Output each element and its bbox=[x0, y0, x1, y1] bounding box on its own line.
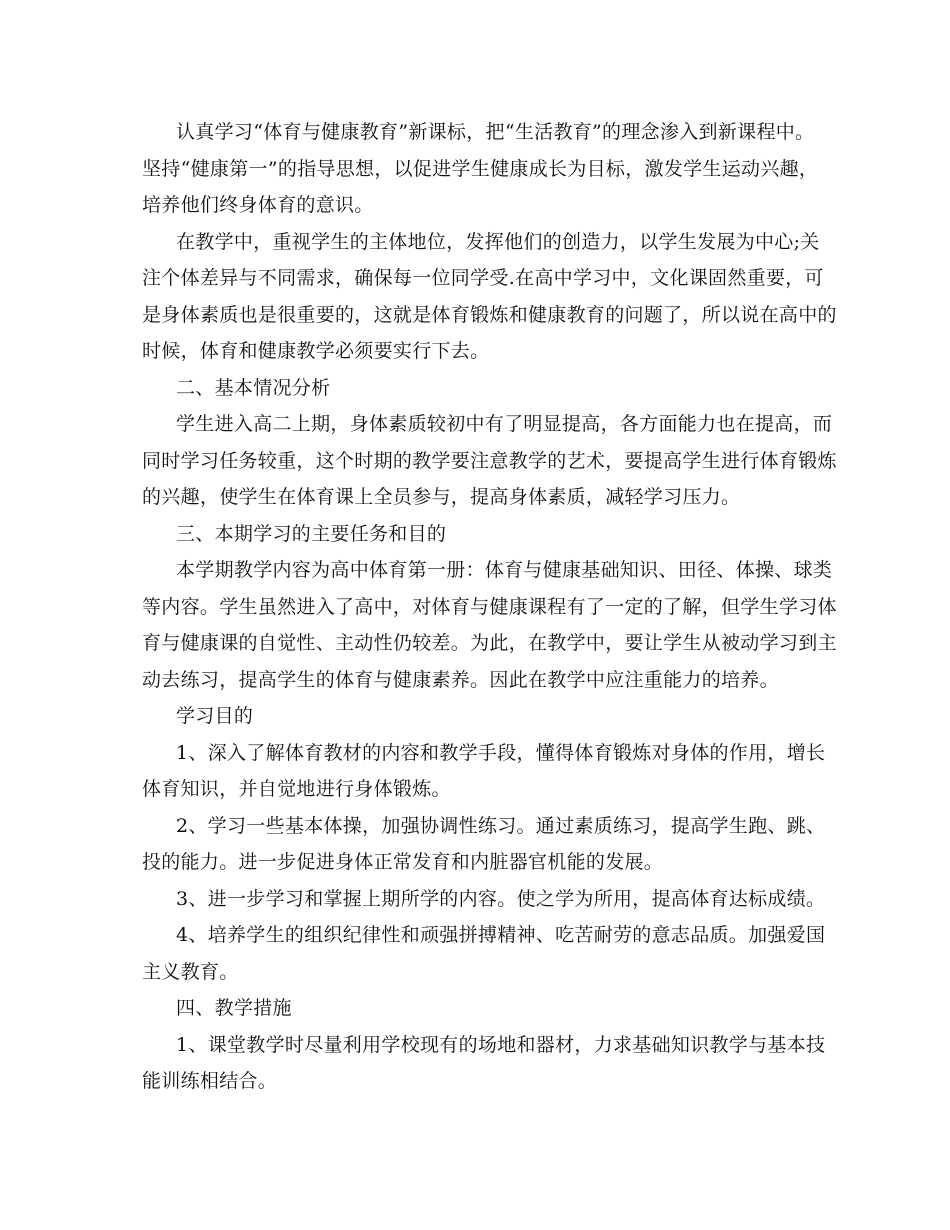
text-line: 时候，体育和健康教学必须要实行下去。 bbox=[142, 340, 490, 362]
text-line: 1、课堂教学时尽量利用学校现有的场地和器材，力求基础知识教学与基本技 bbox=[176, 1033, 826, 1056]
text-line: 是身体素质也是很重要的，这就是体育锻炼和健康教育的问题了，所以说在高中的 bbox=[142, 303, 837, 326]
text-line: 认真学习“体育与健康教育”新课标，把“生活教育”的理念渗入到新课程中。 bbox=[176, 121, 815, 143]
text-line: 学习目的 bbox=[176, 705, 254, 727]
text-line: 二、基本情况分析 bbox=[176, 376, 331, 399]
text-line: 本学期教学内容为高中体育第一册：体育与健康基础知识、田径、体操、球类 bbox=[176, 559, 833, 581]
text-line: 3、进一步学习和掌握上期所学的内容。使之学为所用，提高体育达标成绩。 bbox=[176, 887, 826, 910]
text-line: 培养他们终身体育的意识。 bbox=[142, 194, 374, 216]
text-line: 三、本期学习的主要任务和目的 bbox=[176, 522, 447, 545]
document-body bbox=[142, 114, 837, 1100]
text-line: 投的能力。进一步促进身体正常发育和内脏器官机能的发展。 bbox=[142, 851, 664, 873]
text-line: 注个体差异与不同需求，确保每一位同学受.在高中学习中，文化课固然重要，可 bbox=[142, 267, 824, 289]
text-line: 1、深入了解体育教材的内容和教学手段，懂得体育锻炼对身体的作用，增长 bbox=[176, 741, 826, 764]
text-line: 坚持“健康第一”的指导思想，以促进学生健康成长为目标，激发学生运动兴趣， bbox=[142, 157, 819, 180]
text-line: 主义教育。 bbox=[142, 960, 239, 983]
text-line: 四、教学措施 bbox=[176, 997, 292, 1019]
text-line: 体育知识，并自觉地进行身体锻炼。 bbox=[142, 778, 451, 800]
text-line: 动去练习，提高学生的体育与健康素养。因此在教学中应注重能力的培养。 bbox=[142, 668, 779, 691]
text-line: 学生进入高二上期，身体素质较初中有了明显提高，各方面能力也在提高，而 bbox=[176, 413, 833, 435]
text-line: 在教学中，重视学生的主体地位，发挥他们的创造力，以学生发展为中心;关 bbox=[176, 230, 820, 253]
text-line: 能训练相结合。 bbox=[142, 1070, 278, 1092]
text-line: 等内容。学生虽然进入了高中，对体育与健康课程有了一定的了解，但学生学习体 bbox=[142, 595, 837, 618]
text-line: 育与健康课的自觉性、主动性仍较差。为此，在教学中，要让学生从被动学习到主 bbox=[142, 632, 837, 654]
text-line: 的兴趣，使学生在体育课上全员参与，提高身体素质，减轻学习压力。 bbox=[142, 486, 741, 508]
text-line: 同时学习任务较重，这个时期的教学要注意教学的艺术，要提高学生进行体育锻炼 bbox=[142, 449, 837, 472]
text-line: 4、培养学生的组织纪律性和顽强拼搏精神、吃苦耐劳的意志品质。加强爱国 bbox=[176, 924, 826, 946]
text-line: 2、学习一些基本体操，加强协调性练习。通过素质练习，提高学生跑、跳、 bbox=[176, 814, 826, 837]
